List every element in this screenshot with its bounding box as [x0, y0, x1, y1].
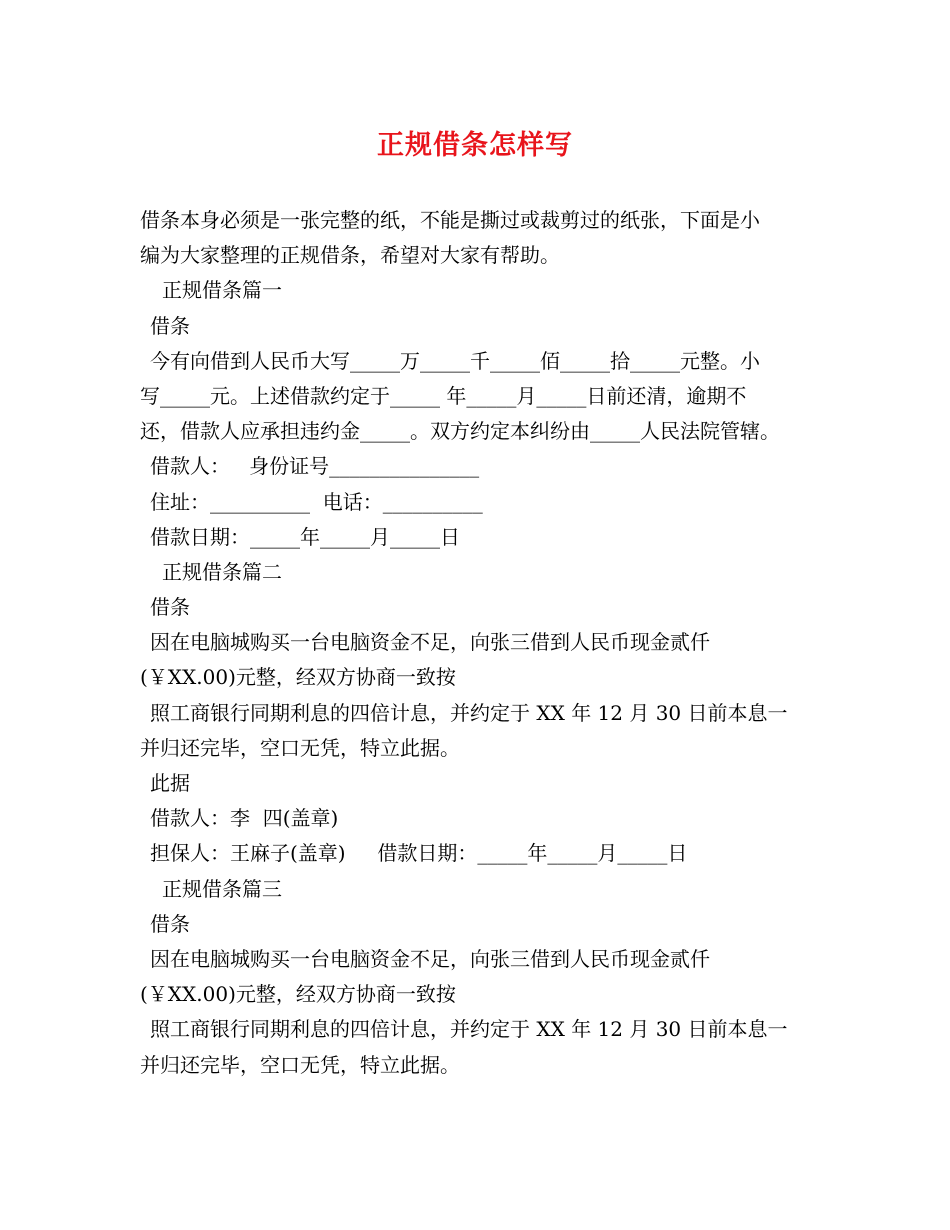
note-heading: 借条 — [150, 595, 190, 620]
paragraph-line: (￥XX.00)元整，经双方协商一致按 — [140, 665, 456, 690]
note-heading: 借条 — [150, 911, 190, 936]
paragraph-line: 还，借款人应承担违约金_____。双方约定本纠纷由_____人民法院管辖。 — [140, 419, 780, 444]
section-heading-1: 正规借条篇一 — [162, 278, 282, 303]
paragraph-line: (￥XX.00)元整，经双方协商一致按 — [140, 982, 456, 1007]
paragraph-line: 因在电脑城购买一台电脑资金不足，向张三借到人民币现金贰仟 — [150, 946, 710, 971]
paragraph-line: 照工商银行同期利息的四倍计息，并约定于 XX 年 12 月 30 日前本息一 — [150, 1017, 788, 1042]
loan-date-line: 借款日期：_____年_____月_____日 — [150, 524, 460, 549]
document-title: 正规借条怎样写 — [377, 130, 573, 161]
section-heading-3: 正规借条篇三 — [162, 876, 282, 901]
paragraph-line: 并归还完毕，空口无凭，特立此据。 — [140, 1052, 460, 1077]
paragraph-line: 编为大家整理的正规借条，希望对大家有帮助。 — [140, 243, 560, 268]
paragraph-line: 因在电脑城购买一台电脑资金不足，向张三借到人民币现金贰仟 — [150, 630, 710, 655]
address-phone-line: 住址：__________ 电话：__________ — [150, 489, 483, 514]
borrower-id-line: 借款人： 身份证号_______________ — [150, 454, 480, 479]
guarantor-line: 担保人：王麻子(盖章) 借款日期：_____年_____月_____日 — [150, 841, 688, 866]
section-heading-2: 正规借条篇二 — [162, 559, 282, 584]
note-heading: 借条 — [150, 313, 190, 338]
paragraph-line: 今有向借到人民币大写_____万_____千_____佰_____拾_____元整。小 — [150, 348, 760, 373]
paragraph-line: 写_____元。上述借款约定于_____ 年_____月_____日前还清，逾期不 — [140, 383, 747, 408]
document-body — [140, 203, 812, 1083]
borrower-line: 借款人：李 四(盖章) — [150, 806, 339, 831]
paragraph-line: 借条本身必须是一张完整的纸，不能是撕过或裁剪过的纸张，下面是小 — [140, 208, 760, 232]
paragraph-line: 并归还完毕，空口无凭，特立此据。 — [140, 735, 460, 760]
closing-line: 此据 — [150, 771, 190, 795]
paragraph-line: 照工商银行同期利息的四倍计息，并约定于 XX 年 12 月 30 日前本息一 — [150, 700, 788, 725]
